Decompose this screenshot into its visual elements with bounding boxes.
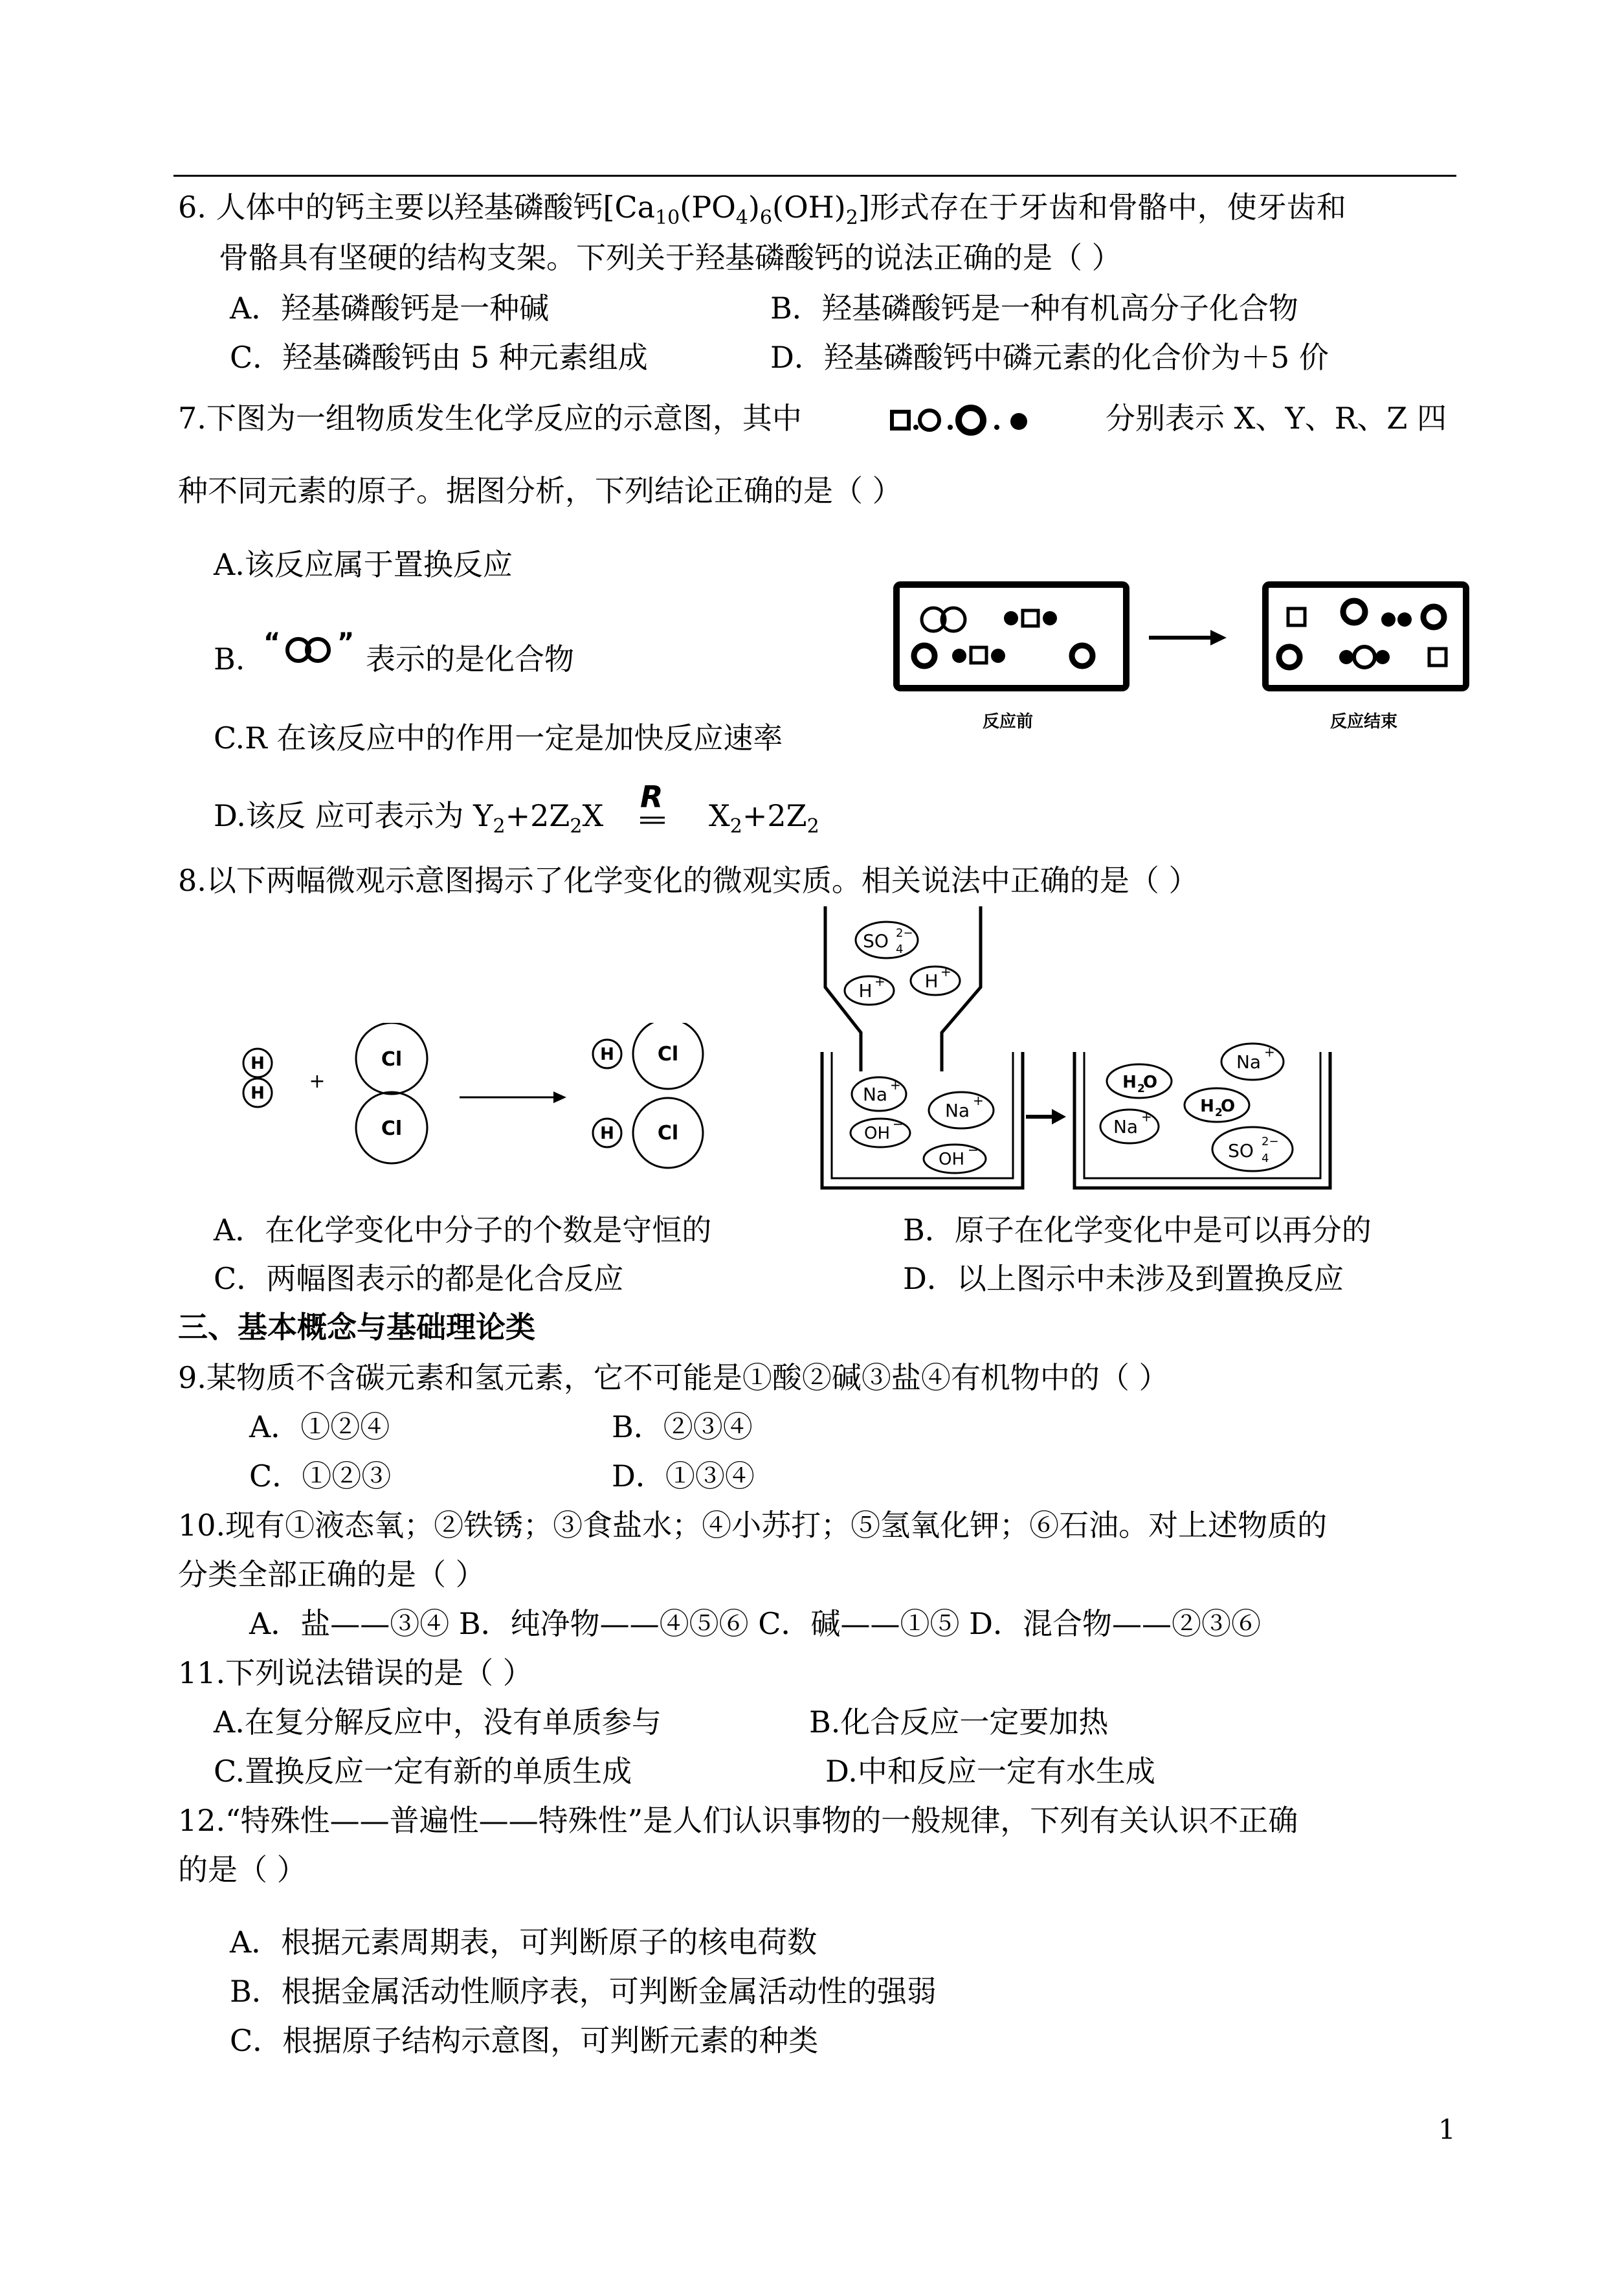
reaction-after-box xyxy=(1265,585,1466,688)
q7-stem-line2: 种不同元素的原子。据图分析，下列结论正确的是（ ） xyxy=(178,473,902,508)
svg-text:Cl: Cl xyxy=(657,1043,679,1066)
svg-text:+: + xyxy=(1141,1109,1152,1124)
svg-text:+: + xyxy=(1264,1044,1275,1060)
svg-text:Cl: Cl xyxy=(657,1122,679,1145)
q10-options: A．盐——③④ B．纯净物——④⑤⑥ C．碱——①⑤ D．混合物——②③⑥ xyxy=(249,1606,1261,1641)
svg-text:Cl: Cl xyxy=(381,1048,403,1071)
page-number: 1 xyxy=(1438,2114,1456,2145)
q7-option-b-text: 表示的是化合物 xyxy=(366,642,574,677)
svg-text:2−: 2− xyxy=(1262,1135,1279,1148)
svg-text:Na: Na xyxy=(944,1100,970,1121)
svg-text:O: O xyxy=(1142,1073,1158,1092)
svg-text:反应前: 反应前 xyxy=(983,712,1034,732)
svg-text:H: H xyxy=(600,1124,614,1143)
h2-cl2-reaction-diagram xyxy=(227,1023,718,1191)
svg-text:R: R xyxy=(640,780,663,814)
svg-text:+: + xyxy=(874,974,885,989)
q12-stem-line1: 12.“特殊性——普遍性——特殊性”是人们认识事物的一般规律，下列有关认识不正确 xyxy=(178,1803,1298,1838)
q12-option-b: B．根据金属活动性顺序表，可判断金属活动性的强弱 xyxy=(230,1974,937,2009)
q7-option-a: A.该反应属于置换反应 xyxy=(214,547,513,582)
q12-stem-line2: 的是（ ） xyxy=(178,1852,307,1887)
svg-text:2: 2 xyxy=(1215,1106,1223,1119)
svg-text:“: “ xyxy=(263,628,281,658)
header-rule xyxy=(173,175,1456,177)
svg-text:4: 4 xyxy=(1262,1152,1269,1165)
q11-option-b: B.化合反应一定要加热 xyxy=(809,1705,1109,1739)
q7-stem-line1-post: 分别表示 X、Y、R、Z 四 xyxy=(1106,401,1447,436)
q11-option-d: D.中和反应一定有水生成 xyxy=(825,1754,1155,1789)
reaction-before-box xyxy=(896,585,1126,688)
svg-text:−: − xyxy=(968,1142,979,1158)
q7-reaction-diagram xyxy=(887,573,1469,741)
atom-legend-icon xyxy=(887,401,1081,440)
q7-option-b: B. xyxy=(214,642,245,677)
svg-text:+: + xyxy=(973,1093,984,1108)
q7-option-c: C.R 在该反应中的作用一定是加快反应速率 xyxy=(214,721,783,755)
q9-stem: 9.某物质不含碳元素和氢元素，它不可能是①酸②碱③盐④有机物中的（ ） xyxy=(178,1360,1169,1395)
acid-base-neutralization-diagram xyxy=(812,903,1343,1201)
q6-stem-line2: 骨骼具有坚硬的结构支架。下列关于羟基磷酸钙的说法正确的是（ ） xyxy=(219,240,1122,275)
q10-stem-line2: 分类全部正确的是（ ） xyxy=(178,1557,485,1592)
q9-option-d: D．①③④ xyxy=(612,1459,755,1493)
q7-option-d: D.该反 应可表示为 $Y_2+2Z_2X$ xyxy=(214,798,604,838)
svg-text:Na: Na xyxy=(862,1084,888,1105)
q9-option-a: A．①②④ xyxy=(249,1409,390,1444)
q9-option-c: C．①②③ xyxy=(249,1459,392,1493)
svg-text:”: ” xyxy=(337,628,355,658)
svg-text:SO: SO xyxy=(863,930,889,952)
svg-text:Na: Na xyxy=(1236,1051,1262,1073)
svg-text:H: H xyxy=(1200,1097,1214,1116)
section-heading: 三、基本概念与基础理论类 xyxy=(178,1310,535,1345)
catalyst-arrow-icon xyxy=(631,780,676,838)
svg-text:2−: 2− xyxy=(896,926,913,940)
q8-stem: 8.以下两幅微观示意图揭示了化学变化的微观实质。相关说法中正确的是（ ） xyxy=(178,863,1199,898)
svg-text:OH: OH xyxy=(863,1124,891,1143)
svg-text:4: 4 xyxy=(896,943,904,956)
svg-text:+: + xyxy=(940,964,951,979)
q11-stem: 11.下列说法错误的是（ ） xyxy=(178,1655,533,1690)
q7-option-d-products: $X_2+2Z_2$ xyxy=(709,798,819,838)
q11-option-c: C.置换反应一定有新的单质生成 xyxy=(214,1754,632,1789)
q7-stem-line1-pre: 7.下图为一组物质发生化学反应的示意图，其中 xyxy=(178,401,802,436)
svg-text:Na: Na xyxy=(1113,1116,1139,1137)
q8-option-c: C．两幅图表示的都是化合反应 xyxy=(214,1261,624,1296)
q10-stem-line1: 10.现有①液态氧；②铁锈；③食盐水；④小苏打；⑤氢氧化钾；⑥石油。对上述物质的 xyxy=(178,1508,1328,1543)
svg-text:H: H xyxy=(250,1084,265,1103)
q6-option-d: D．羟基磷酸钙中磷元素的化合价为＋5 价 xyxy=(770,340,1329,375)
q8-option-a: A．在化学变化中分子的个数是守恒的 xyxy=(214,1213,712,1247)
q6-option-c: C．羟基磷酸钙由 5 种元素组成 xyxy=(230,340,648,375)
svg-text:H: H xyxy=(1122,1073,1137,1092)
q6-stem-line1: 6. 人体中的钙主要以羟基磷酸钙$[Ca_{10}(PO_4)_6(OH)_2]$形式存在于牙齿和骨骼中，使牙齿和 xyxy=(178,190,1346,230)
q6-option-a: A．羟基磷酸钙是一种碱 xyxy=(230,291,550,326)
q12-option-a: A．根据元素周期表，可判断原子的核电荷数 xyxy=(230,1925,818,1960)
q6-option-b: B．羟基磷酸钙是一种有机高分子化合物 xyxy=(770,291,1298,326)
svg-text:H: H xyxy=(250,1054,265,1073)
svg-text:OH: OH xyxy=(938,1150,965,1169)
svg-text:+: + xyxy=(890,1077,901,1093)
svg-text:−: − xyxy=(893,1116,904,1132)
q12-option-c: C．根据原子结构示意图，可判断元素的种类 xyxy=(230,2023,819,2058)
q9-option-b: B．②③④ xyxy=(612,1409,753,1444)
q8-option-d: D．以上图示中未涉及到置换反应 xyxy=(903,1261,1344,1296)
svg-text:O: O xyxy=(1220,1097,1236,1116)
q8-option-b: B．原子在化学变化中是可以再分的 xyxy=(903,1213,1372,1247)
svg-text:H: H xyxy=(858,980,873,1001)
svg-text:Cl: Cl xyxy=(381,1117,403,1140)
svg-text:2: 2 xyxy=(1137,1082,1145,1095)
double-circle-molecule-icon xyxy=(256,627,369,672)
svg-text:反应结束: 反应结束 xyxy=(1330,712,1398,732)
q11-option-a: A.在复分解反应中，没有单质参与 xyxy=(214,1705,662,1739)
svg-text:H: H xyxy=(924,970,939,992)
svg-text:H: H xyxy=(600,1045,614,1064)
svg-text:SO: SO xyxy=(1228,1140,1254,1161)
svg-text:+: + xyxy=(309,1070,326,1093)
